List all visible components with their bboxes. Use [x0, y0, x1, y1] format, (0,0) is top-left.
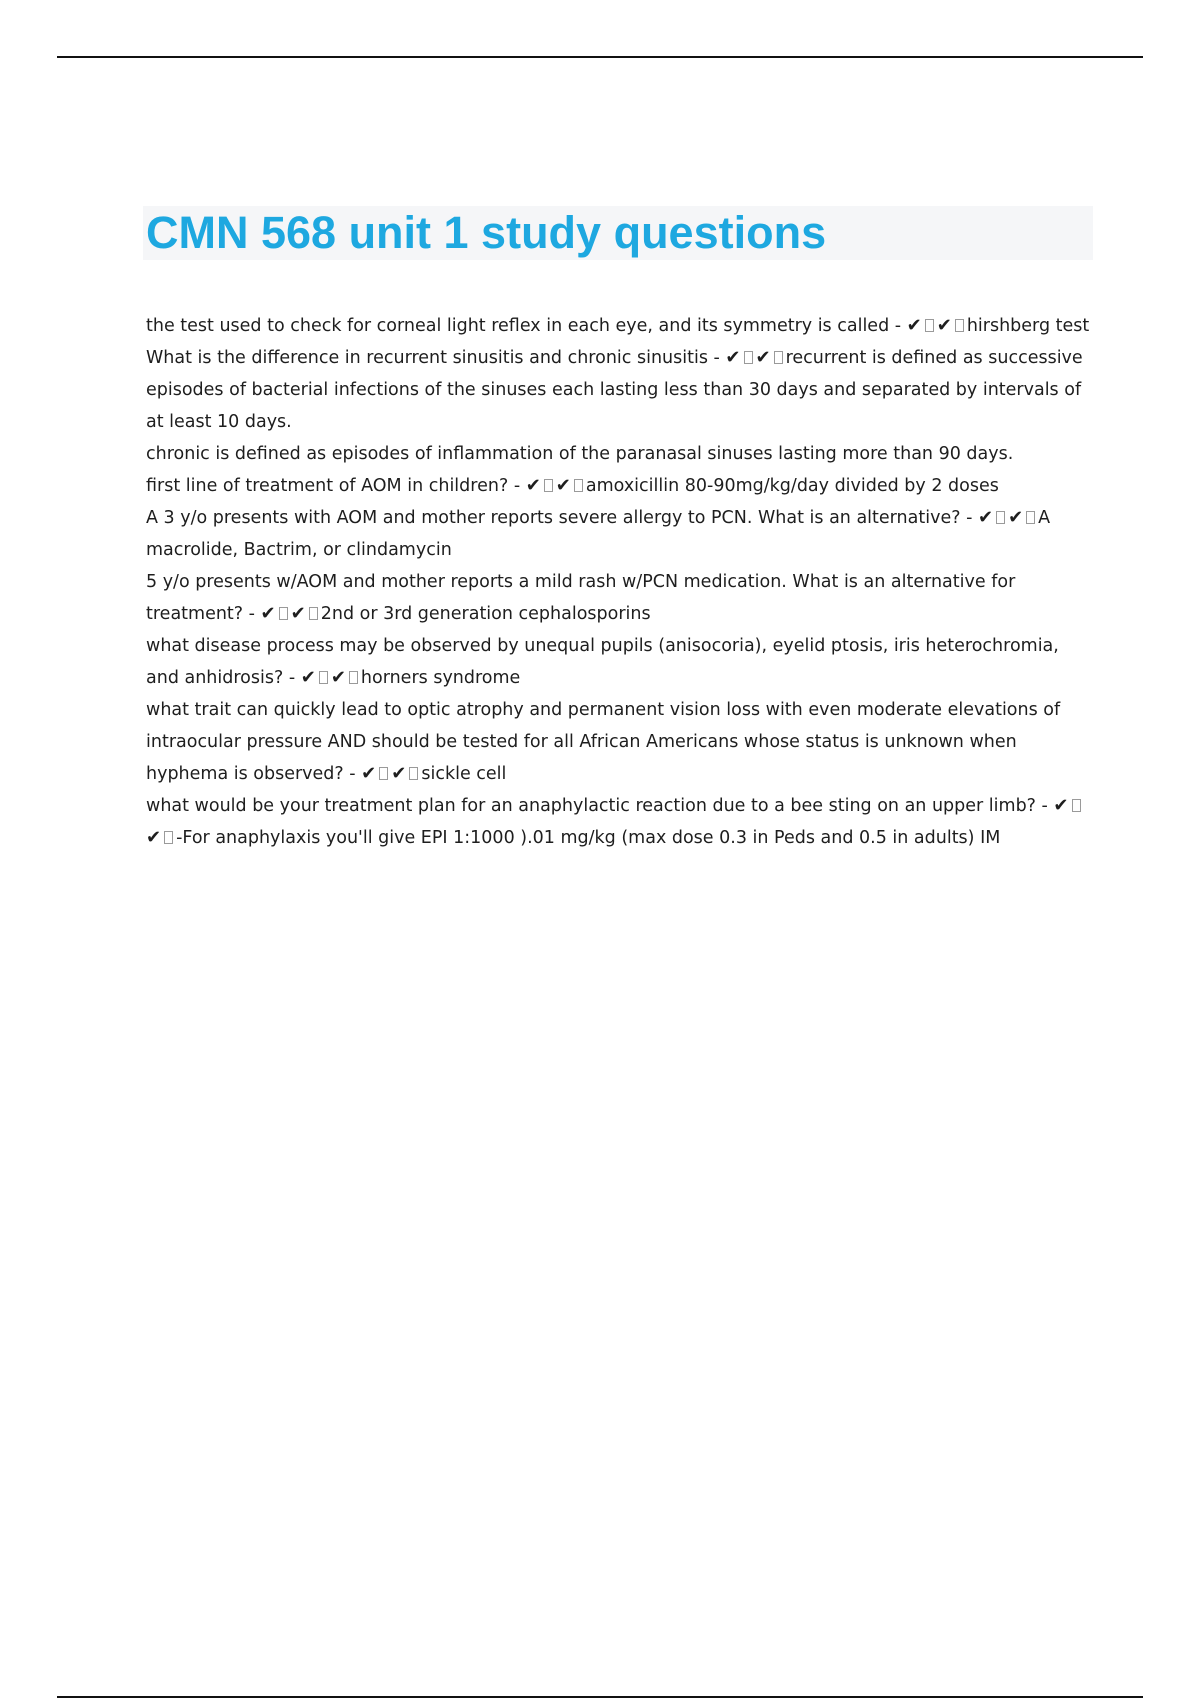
question-text: first line of treatment of AOM in children?	[146, 476, 509, 496]
check-icon: ✔	[977, 507, 994, 528]
top-rule	[57, 56, 1143, 58]
missing-glyph-box-icon	[774, 351, 783, 364]
missing-glyph-box-icon	[955, 319, 964, 332]
qa-item-8	[146, 790, 1091, 854]
missing-glyph-box-icon	[409, 767, 418, 780]
missing-glyph-box-icon	[744, 351, 753, 364]
answer-separator: -	[283, 668, 301, 688]
check-icon: ✔	[146, 827, 162, 848]
qa-item-4	[146, 502, 1091, 566]
qa-item-1	[146, 310, 1091, 342]
missing-glyph-box-icon	[925, 319, 934, 332]
missing-glyph-box-icon	[349, 671, 358, 684]
missing-glyph-box-icon	[309, 607, 318, 620]
check-icon: ✔	[725, 347, 741, 368]
question-text: what trait can quickly lead to optic atrophy and permanent vision loss with even moderate elevations of intraocular pressure AND should be tested for all African Americans whose status is unknown when hyphema is observed?	[146, 700, 1061, 784]
check-icon: ✔	[391, 763, 407, 784]
missing-glyph-box-icon	[996, 511, 1005, 524]
missing-glyph-box-icon	[574, 479, 583, 492]
question-text: what would be your treatment plan for an anaphylactic reaction due to a bee sting on an upper limb?	[146, 796, 1036, 816]
answer-separator: -	[1035, 796, 1054, 816]
check-icon: ✔	[290, 603, 306, 624]
answer-separator: -	[508, 476, 526, 496]
answer-separator: -	[707, 348, 726, 368]
check-icon: ✔	[936, 315, 952, 336]
answer-text: recurrent is defined as successive episodes of bacterial infections of the sinuses each lasting less than 30 days and separated by intervals of at least 10 days.	[146, 348, 1083, 432]
answer-text: -For anaphylaxis you'll give EPI 1:1000 ).01 mg/kg (max dose 0.3 in Peds and 0.5 in adults) IM	[176, 828, 1001, 848]
qa-item-7	[146, 694, 1091, 790]
document-title: CMN 568 unit 1 study questions	[146, 207, 827, 258]
check-icon: ✔	[1053, 795, 1069, 816]
check-icon: ✔	[525, 475, 541, 496]
answer-text: amoxicillin 80-90mg/kg/day divided by 2 doses	[585, 476, 999, 496]
answer-separator: -	[889, 316, 907, 336]
check-icon: ✔	[555, 475, 571, 496]
answer-text: A macrolide, Bactrim, or clindamycin	[146, 508, 1051, 560]
check-icon: ✔	[755, 347, 771, 368]
answer-text: horners syndrome	[360, 668, 521, 688]
qa-item-5	[146, 566, 1091, 630]
missing-glyph-box-icon	[319, 671, 328, 684]
missing-glyph-box-icon	[279, 607, 288, 620]
question-text: What is the difference in recurrent sinusitis and chronic sinusitis	[146, 348, 708, 368]
answer-continuation: chronic is defined as episodes of inflammation of the paranasal sinuses lasting more than 90 days.	[146, 444, 1014, 464]
missing-glyph-box-icon	[1072, 799, 1081, 812]
question-text: 5 y/o presents w/AOM and mother reports a mild rash w/PCN medication. What is an alternative for treatment?	[146, 572, 1016, 624]
study-questions-body	[146, 310, 1091, 854]
missing-glyph-box-icon	[164, 831, 173, 844]
answer-separator: -	[960, 508, 978, 528]
answer-text: sickle cell	[421, 764, 507, 784]
qa-item-2	[146, 342, 1091, 438]
check-icon: ✔	[361, 763, 377, 784]
qa-item-6	[146, 630, 1091, 694]
answer-text: hirshberg test	[966, 316, 1090, 336]
missing-glyph-box-icon	[1026, 511, 1035, 524]
question-text: A 3 y/o presents with AOM and mother reports severe allergy to PCN. What is an alternative?	[146, 508, 961, 528]
answer-separator: -	[243, 604, 261, 624]
answer-text: 2nd or 3rd generation cephalosporins	[320, 604, 651, 624]
check-icon: ✔	[906, 315, 922, 336]
check-icon: ✔	[1008, 507, 1024, 528]
check-icon: ✔	[260, 603, 276, 624]
question-text: the test used to check for corneal light reflex in each eye, and its symmetry is called	[146, 316, 890, 336]
qa-item-3	[146, 470, 1091, 502]
missing-glyph-box-icon	[379, 767, 388, 780]
missing-glyph-box-icon	[544, 479, 553, 492]
answer-separator: -	[343, 764, 362, 784]
check-icon: ✔	[300, 667, 316, 688]
check-icon: ✔	[330, 667, 346, 688]
question-text: what disease process may be observed by unequal pupils (anisocoria), eyelid ptosis, iris heterochromia, and anhidrosis?	[146, 636, 1059, 688]
bottom-rule	[57, 1696, 1143, 1698]
